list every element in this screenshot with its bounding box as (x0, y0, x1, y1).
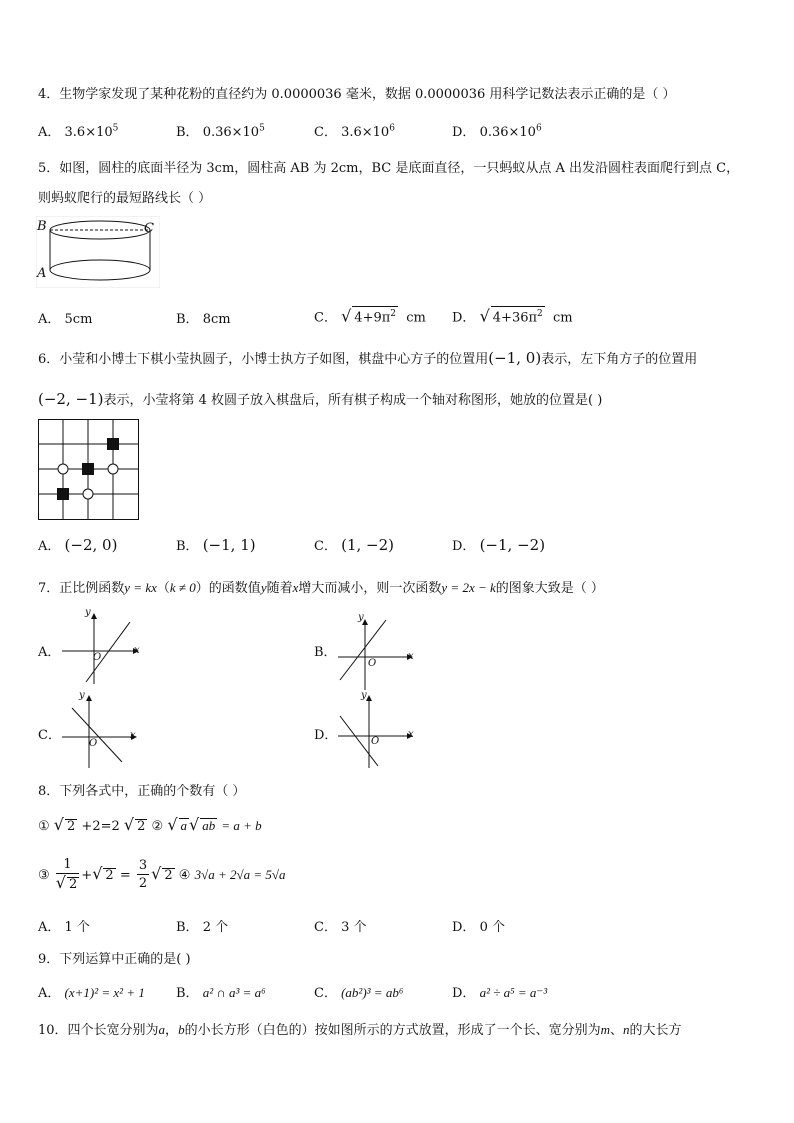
option-text: 0 个 (479, 920, 505, 935)
q6-option-a[interactable] (38, 535, 117, 554)
stem-text: 7．正比例函数 (38, 581, 125, 596)
square-piece (57, 488, 69, 500)
stem-text: 6．小莹和小博士下棋小莹执圆子，小博士执方子如图，棋盘中心方子的位置用 (38, 352, 489, 367)
fraction: $\frac{3}{2}$ (138, 858, 148, 891)
radicand: 2 (67, 819, 76, 834)
q4-stem: 4．生物学家发现了某种花粉的直径约为 0.0000036 毫米，数据 0.0000036 用科学记数法表示正确的是（ ） (38, 87, 676, 102)
round-piece (108, 464, 118, 474)
q10-stem (38, 1019, 682, 1038)
graph-line (72, 708, 122, 762)
q8-option-d[interactable] (452, 916, 505, 935)
q8-items-1-2 (38, 815, 262, 834)
graph-line (340, 620, 386, 680)
q5-option-b[interactable] (176, 308, 231, 327)
q5-option-d[interactable] (452, 306, 573, 325)
radical-sign: √ (189, 815, 200, 834)
option-letter: D． (452, 920, 476, 935)
radicand: 2 (164, 868, 173, 883)
option-exponent: 6 (535, 123, 542, 134)
option-text: 8cm (202, 312, 231, 327)
q8-option-a[interactable] (38, 916, 90, 935)
stem-text: 增大而减小，则一次函数 (298, 581, 442, 596)
option-exponent: 5 (259, 123, 265, 134)
round-piece (83, 489, 93, 499)
option-letter: B． (176, 125, 199, 140)
q4-option-b[interactable] (176, 121, 265, 140)
option-radicand: 4+36π (492, 310, 538, 326)
option-letter: D． (452, 539, 476, 554)
option-exponent: 2 (537, 309, 543, 319)
option-text: (x+1)² = x² + 1 (64, 985, 145, 1000)
option-letter: A． (38, 125, 61, 140)
stem-text: 10．四个长宽分别为 (38, 1023, 159, 1038)
stem-text: 表示，小莹将第 4 枚圆子放入棋盘后，所有棋子构成一个轴对称图形，她放的位置是( ) (103, 393, 603, 408)
radical-sign: √ (479, 306, 490, 326)
radical-sign: √ (167, 815, 178, 834)
stem-text: 的小长方形（白色的）按如图所示的方式放置，形成了一个长、宽分别为 (184, 1023, 601, 1038)
q5-option-c[interactable] (314, 306, 426, 325)
q6-option-d[interactable] (452, 535, 545, 554)
q9-option-c[interactable] (314, 982, 403, 1001)
option-letter: C． (314, 539, 337, 554)
option-text: 0.36×10 (479, 125, 536, 140)
option-letter: C． (314, 310, 337, 326)
q7-option-c[interactable]: C． (38, 728, 61, 743)
q6-stem-line2 (38, 389, 602, 408)
q6-option-c[interactable] (314, 535, 394, 554)
square-piece (82, 463, 94, 475)
axis-x-label: x (130, 730, 136, 741)
option-letter: A． (38, 986, 61, 1001)
stem-text: 随着 (266, 581, 293, 596)
option-letter: B． (176, 539, 199, 554)
q9-stem: 9．下列运算中正确的是( ) (38, 952, 191, 967)
cylinder-figure (36, 216, 160, 288)
radicand: ab (202, 818, 216, 833)
option-unit: cm (553, 310, 573, 326)
option-text: (−1, 1) (202, 536, 256, 554)
option-text: 3 个 (341, 920, 367, 935)
option-text: 1 个 (64, 920, 90, 935)
coord-center: (−1, 0) (488, 349, 542, 367)
option-radicand: 4+9π (354, 310, 391, 326)
q8-items-3-4: ③ $\frac{1}{√ 2}$ +√ 2 = $\frac{3}{2}$ √ 2 ④ 3√a + 2√a = 5√a (38, 857, 286, 892)
axis-x-label: x (134, 645, 140, 656)
q9-option-d[interactable] (452, 982, 547, 1001)
q8-stem: 8．下列各式中，正确的个数有（ ） (38, 784, 246, 799)
point-c-label: C (144, 221, 154, 236)
item-number: ① (38, 819, 50, 834)
axis-x-label: x (408, 729, 414, 740)
origin-label: O (371, 736, 380, 747)
stem-text: ）的函数值 (195, 581, 261, 596)
q5-stem-line1: 5．如图，圆柱的底面半径为 3cm，圆柱高 AB 为 2cm，BC 是底面直径，一只蚂蚁从点 A 出发沿圆柱表面爬行到点 C， (38, 161, 740, 176)
q8-option-b[interactable] (176, 916, 228, 935)
formula: y = kx (124, 580, 157, 595)
radical-sign: √ (53, 815, 64, 834)
radicand: 2 (137, 819, 146, 834)
item-text: +2=2 (81, 819, 120, 834)
radical-sign: √ (123, 815, 135, 834)
variable: m (600, 1022, 610, 1037)
q5-stem-line2: 则蚂蚁爬行的最短路线长（ ） (38, 191, 212, 206)
axis-y-label: y (361, 690, 367, 701)
variable: x (292, 580, 299, 595)
option-exponent: 6 (389, 123, 395, 134)
item-number: ② (151, 819, 164, 834)
axis-y-label: y (79, 690, 85, 701)
option-text: (−2, 0) (64, 536, 118, 554)
item-text: = a + b (221, 818, 262, 833)
option-text: (1, −2) (341, 536, 394, 554)
option-text: 2 个 (202, 920, 229, 935)
item-text: 3√a + 2√a = 5√a (194, 867, 286, 882)
item-text: = (119, 868, 131, 883)
square-piece (107, 438, 119, 450)
axis-y-label: y (358, 612, 364, 623)
fraction: $\frac{1}{√ 2}$ (55, 857, 78, 892)
q6-stem-line1 (38, 348, 697, 367)
item-number: ③ (38, 868, 50, 883)
option-text: 3.6×10 (64, 125, 113, 140)
q7-option-d[interactable]: D． (314, 728, 338, 743)
option-text: (−1, −2) (479, 536, 546, 554)
option-letter: C． (314, 920, 337, 935)
q9-option-a[interactable] (38, 982, 145, 1001)
stem-text: ， (165, 1023, 179, 1038)
option-exponent: 2 (390, 309, 397, 319)
option-letter: D． (452, 125, 476, 140)
chessboard-figure (38, 419, 139, 520)
option-letter: B． (176, 312, 199, 327)
option-unit: cm (406, 310, 426, 326)
q9-option-b[interactable] (176, 982, 266, 1001)
radical-sign: √ (341, 306, 352, 326)
stem-text: （ (156, 581, 170, 596)
option-text: a² ∩ a³ = a⁶ (202, 985, 266, 1000)
option-letter: A． (38, 312, 61, 327)
variable: a (158, 1022, 166, 1037)
stem-text: 的大长方 (629, 1023, 682, 1038)
option-letter: B． (176, 986, 199, 1001)
option-letter: C． (314, 125, 337, 140)
option-text: 5cm (64, 312, 93, 327)
option-letter: A． (38, 539, 61, 554)
radical-sign: √ (151, 864, 162, 883)
option-letter: B． (176, 920, 199, 935)
q7-option-a[interactable]: A． (38, 645, 61, 660)
option-letter: D． (452, 310, 476, 326)
stem-text: 表示，左下角方子的位置用 (541, 352, 698, 367)
variable: y (260, 580, 267, 595)
q8-option-c[interactable] (314, 916, 367, 935)
option-letter: A． (38, 920, 61, 935)
item-number: ④ (178, 868, 191, 883)
option-text: 3.6×10 (341, 125, 390, 140)
condition: k ≠ 0 (169, 580, 196, 595)
stem-text: 、 (609, 1023, 623, 1038)
axis-y-label: y (85, 607, 91, 618)
origin-label: O (368, 658, 377, 669)
option-letter: C． (314, 986, 337, 1001)
q4-option-d[interactable] (452, 121, 542, 140)
q4-option-a[interactable] (38, 121, 118, 140)
round-piece (58, 464, 68, 474)
variable: n (622, 1022, 630, 1037)
q6-option-b[interactable] (176, 535, 256, 554)
option-text: 0.36×10 (202, 125, 260, 140)
point-a-label: A (37, 266, 47, 281)
option-letter: D． (452, 986, 476, 1001)
radicand: 2 (105, 868, 114, 883)
option-text: (ab²)³ = ab⁶ (341, 985, 404, 1000)
q4-option-c[interactable] (314, 121, 395, 140)
formula: y = 2x − k (441, 580, 496, 595)
option-text: a² ÷ a⁵ = a⁻³ (479, 985, 548, 1000)
origin-label: O (89, 738, 98, 749)
q7-stem (38, 577, 604, 596)
radical-sign: √ (92, 864, 103, 883)
coord-corner: (−2, −1) (38, 390, 104, 408)
stem-text: 的图象大致是（ ） (495, 581, 604, 596)
origin-label: O (93, 652, 102, 663)
q7-option-b[interactable]: B． (314, 645, 337, 660)
q5-option-a[interactable] (38, 308, 92, 327)
variable: b (178, 1022, 185, 1037)
point-b-label: B (37, 219, 47, 234)
option-exponent: 5 (112, 123, 119, 134)
radicand: a (180, 818, 188, 833)
axis-x-label: x (408, 651, 414, 662)
